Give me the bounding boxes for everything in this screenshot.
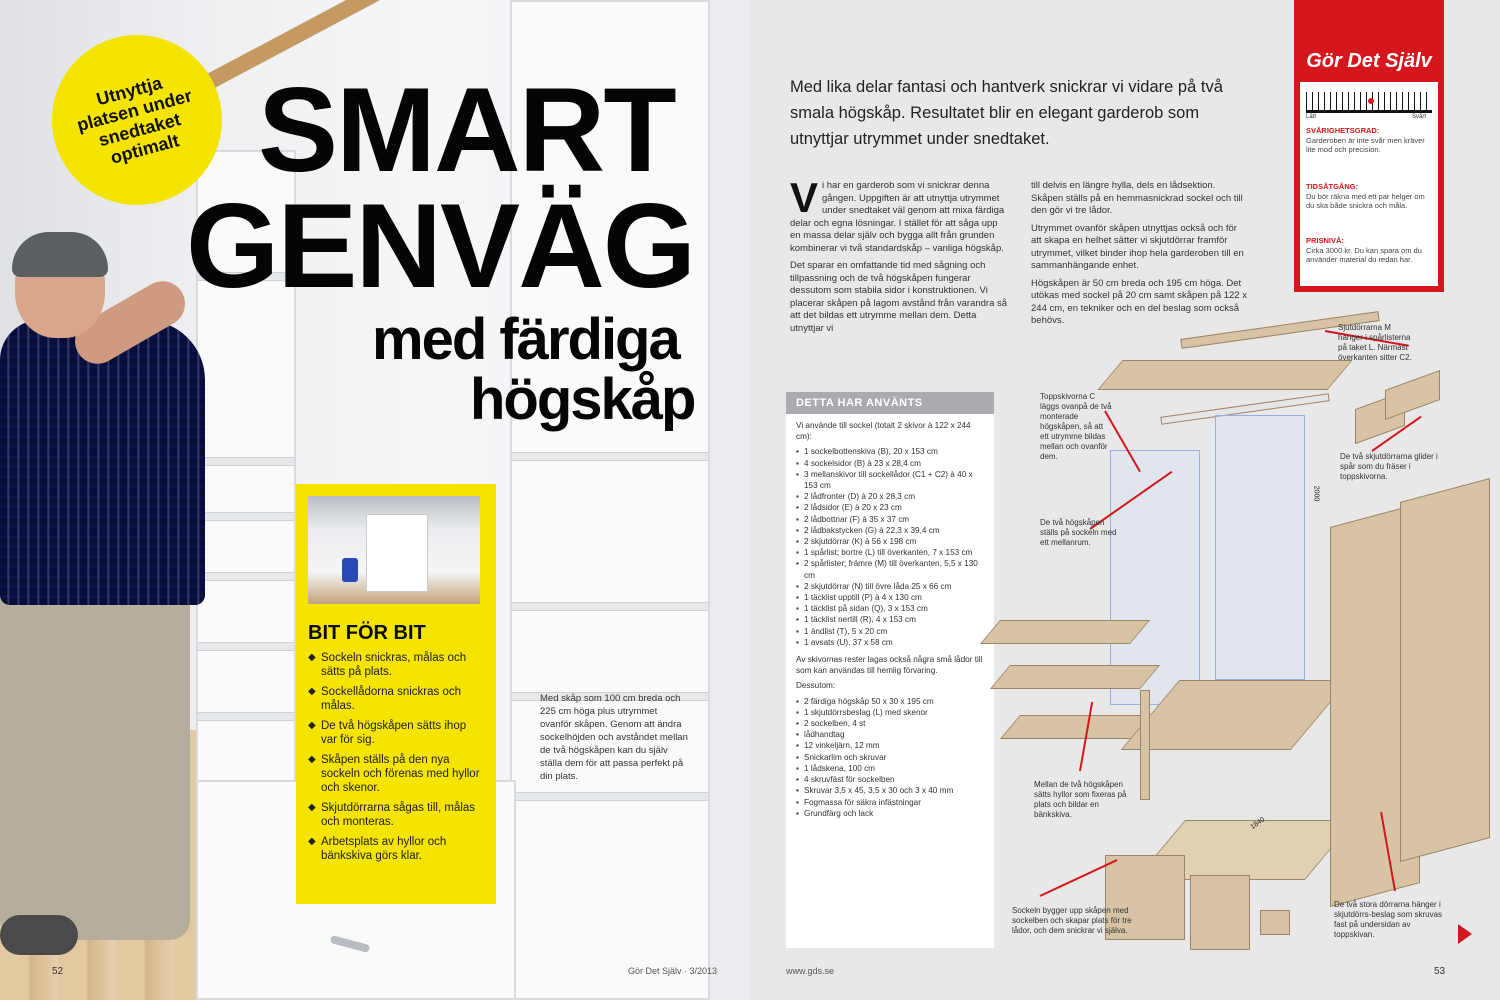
list-item: ▪ 1 täcklist på sidan (Q), 3 x 153 cm [796, 603, 984, 614]
list-item: ◆ De två högskåpen sätts ihop var för sig. [308, 719, 484, 747]
ruler-right-label: Svårt [1412, 114, 1427, 120]
gds-title: Gör Det Själv [1306, 50, 1432, 72]
list-item: ▪ Snickarlim och skruvar [796, 752, 984, 763]
difficulty-ruler [1306, 92, 1432, 113]
shelf-board-1 [980, 620, 1150, 644]
list-item: ▪ 2 skjutdörrar (K) à 56 x 198 cm [796, 536, 984, 547]
door-large-2 [1400, 478, 1490, 862]
list-item: ◆ Arbetsplats av hyllor och bänkskiva görs klar. [308, 835, 484, 863]
list-item: ▪ 2 lådsidor (E) à 20 x 23 cm [796, 502, 984, 513]
bit-for-bit-list [308, 651, 484, 863]
callout-mid-left: De två högskåpen ställs på sockeln med ett mellanrum. [1040, 518, 1117, 547]
small-panel-N2 [1385, 370, 1440, 420]
materials-note: Av skivornas rester lagas också några små lådor till som kan användas till hemlig förvaring. [796, 655, 983, 676]
list-item: ▪ 1 lådskena, 100 cm [796, 763, 984, 774]
list-item: ▪ 2 skjutdörrar (N) till övre låda 25 x 66 cm [796, 581, 984, 592]
finished-room-photo [308, 496, 480, 604]
materials-box [786, 392, 994, 948]
right-page [750, 0, 1500, 1000]
list-item: ▪ 2 lådbottnar (F) à 35 x 37 cm [796, 514, 984, 525]
callout-top-right: Sjutdörrarna M hänger i spårlisterna på taket L. Närmast överkanten sitter C2. [1338, 323, 1412, 362]
paragraph: till delvis en längre hylla, dels en lådsektion. Skåpen ställs på en hemmasnickrad sockel och till den gör vi tre lådor. [1031, 180, 1243, 216]
shelf-board-2 [990, 665, 1160, 689]
callout-doors: De två stora dörrarna hänger i skjutdörrs-beslag som skruvas fast på undersidan av toppskivan. [1334, 900, 1443, 939]
title-line-2: GENVÄG [186, 179, 695, 313]
title-line-1: SMART [258, 63, 675, 197]
ruler-left-label: Lätt [1306, 114, 1317, 120]
paragraph: Utrymmet ovanför skåpen utnyttjas också och för att skapa en helhet sätter vi skjutdörrar framför utrymmet, vilket binder ihop hela garderoben till en sammanhängande enhet. [1031, 222, 1244, 271]
callout-top-mid: Toppskivorna C läggs ovanpå de två monterade högskåpen, så att ett utrymme bildas mellan och ovanför dem. [1040, 392, 1112, 461]
paragraph: i har en garderob som vi snickrar denna gången. Uppgiften är att utnyttja utrymmet under snedtaket väl genom att mixa färdiga delar och egna lösningar. I stället för att såga upp en massa delar själv och bygga allt från grunden kombinerar vi två standardskåp – vanliga högskåp. [790, 180, 1005, 254]
drawer-2 [1190, 875, 1250, 950]
body-column-1 [790, 174, 1009, 340]
gds-section-time [1306, 182, 1434, 211]
callout-bottom-left: Mellan de två högskåpen sätts hyllor som fixeras på plats och bildar en bänkskiva. [1034, 780, 1127, 819]
list-item: ▪ 4 skruvfäst för sockelben [796, 774, 984, 785]
list-item: ◆ Sockeln snickras, målas och sätts på plats. [308, 651, 484, 679]
man-hair [12, 232, 108, 277]
materials-header: DETTA HAR ANVÄNTS [786, 392, 994, 414]
photo-caption: Med skåp som 100 cm breda och 225 cm höga plus utrymmet ovanför skåpen. Genom att ändra sockelhöjden och avståndet mellan de två högskåpen kan du själv ställa dem för att passa perfekt på din plats. [540, 693, 688, 782]
list-item: ▪ 1 skjutdörrsbeslag (L) med skenor [796, 707, 984, 718]
list-item: ▪ 4 sockelsidor (B) à 23 x 28,4 cm [796, 458, 984, 469]
list-item: ▪ Fogmassa för säkra infästningar [796, 797, 984, 808]
list-item: ◆ Skåpen ställs på den nya sockeln och förenas med hyllor och skenor. [308, 753, 484, 795]
list-item: ▪ 2 lådfronter (D) à 20 x 28,3 cm [796, 491, 984, 502]
list-item: ▪ lådhandtag [796, 729, 984, 740]
materials-body [786, 414, 994, 831]
bit-for-bit-title: BIT FÖR BIT [308, 622, 426, 644]
list-item: ▪ 2 färdiga högskåp 50 x 30 x 195 cm [796, 696, 984, 707]
gds-infobox [1294, 0, 1444, 292]
gds-inner [1300, 82, 1438, 286]
page-number-right: 53 [1434, 966, 1446, 977]
section-text: Cirka 3000 kr. Du kan spara om du använder material du redan har. [1306, 245, 1422, 264]
materials-intro: Vi använde till sockel (totalt 2 skivor à 122 x 244 cm): [796, 421, 971, 442]
website-url: www.gds.se [786, 966, 835, 976]
list-item: ▪ 1 ändlist (T), 5 x 20 cm [796, 626, 984, 637]
list-item: ▪ Grundfärg och lack [796, 808, 984, 819]
list-item: ▪ 2 spårlister; främre (M) till överkanten, 5,5 x 130 cm [796, 558, 984, 580]
dimension-width: 1840 [1249, 816, 1267, 831]
list-item: ▪ 1 spårlist; bortre (L) till överkanten, 7 x 153 cm [796, 547, 984, 558]
callout-right-mid: De två skjutdörrarna glider i spår som du fräser i toppskivorna. [1340, 452, 1438, 481]
section-text: Garderoben är inte svår men kräver lite mod och precision. [1306, 135, 1425, 154]
list-item: ▪ 1 täcklist upptill (P) à 4 x 130 cm [796, 592, 984, 603]
subtitle-line-1: med färdiga [372, 307, 679, 372]
page-number-left: 52 [52, 966, 64, 977]
dimension-height: 2000 [1312, 485, 1320, 502]
side-trim-T [1140, 690, 1150, 800]
bit-for-bit-box [296, 484, 496, 904]
gds-section-price [1306, 236, 1434, 265]
intro-text: Med lika delar fantasi och hantverk snickrar vi vidare på två smala högskåp. Resultatet blir en elegant garderob som utnyttjar utrymmet under snedtaket. [790, 78, 1223, 148]
section-title: SVÅRIGHETSGRAD: [1306, 126, 1380, 135]
list-item: ▪ 1 sockelbottenskiva (B), 20 x 153 cm [796, 446, 984, 457]
top-board [1097, 360, 1352, 390]
badge-text: Utnyttja platsen under snedtaket optimalt [74, 72, 195, 168]
materials-list-1 [796, 446, 984, 648]
list-item: ▪ 1 täcklist nertill (R), 4 x 153 cm [796, 614, 984, 625]
continue-arrow-icon [1458, 924, 1472, 944]
folio-left: Gör Det Själv · 3/2013 [628, 966, 718, 976]
section-text: Du bör räkna med ett par helger om du ska både snickra och måla. [1306, 191, 1425, 210]
section-title: TIDSÅTGÅNG: [1306, 182, 1359, 191]
list-item: ◆ Skjutdörrarna sågas till, målas och monteras. [308, 801, 484, 829]
dropcap: V [790, 174, 819, 221]
callout-sockel: Sockeln bygger upp skåpen med sockelben och skapar plats för tre lådor, och dem snickrar vi själva. [1012, 906, 1132, 935]
list-item: ▪ Skruvar 3,5 x 45, 3,5 x 30 och 3 x 40 mm [796, 785, 984, 796]
list-item: ▪ 2 lådbakstycken (G) à 22,3 x 39,4 cm [796, 525, 984, 536]
gds-section-difficulty [1306, 126, 1434, 155]
list-item: ▪ 3 mellanskivor till sockellådor (C1 + C2) à 40 x 153 cm [796, 469, 984, 491]
section-title: PRISNIVÅ: [1306, 236, 1344, 245]
man-shoe [0, 915, 78, 955]
materials-list-2 [796, 696, 984, 819]
man-pants [0, 590, 190, 940]
paragraph: Högskåpen är 50 cm breda och 195 cm höga. Det utökas med sockel på 20 cm samt skåpen på 122 x 244 cm, en tekniker och en del beslag som också behövs. [1031, 277, 1247, 326]
list-item: ▪ 12 vinkeljärn, 12 mm [796, 740, 984, 751]
subtitle-line-2: högskåp [470, 367, 695, 432]
difficulty-marker [1368, 98, 1374, 104]
materials-subhead: Dessutom: [796, 681, 836, 691]
paragraph: Det sparar en omfattande tid med sågning och tillpassning och de två högskåpen fungerar dessutom som stabila sidor i konstruktionen. Vi placerar skåpen på lagom avstånd från varandra så att det bildas ett utrymme mellan dem. Detta utnyttjar vi [790, 260, 1008, 334]
list-item: ◆ Sockellådorna snickras och målas. [308, 685, 484, 713]
list-item: ▪ 2 sockelben, 4 st [796, 718, 984, 729]
list-item: ▪ 1 avsats (U), 37 x 58 cm [796, 637, 984, 648]
cabinet-right-outline [1215, 415, 1305, 680]
drawer-small-part [1260, 910, 1290, 935]
